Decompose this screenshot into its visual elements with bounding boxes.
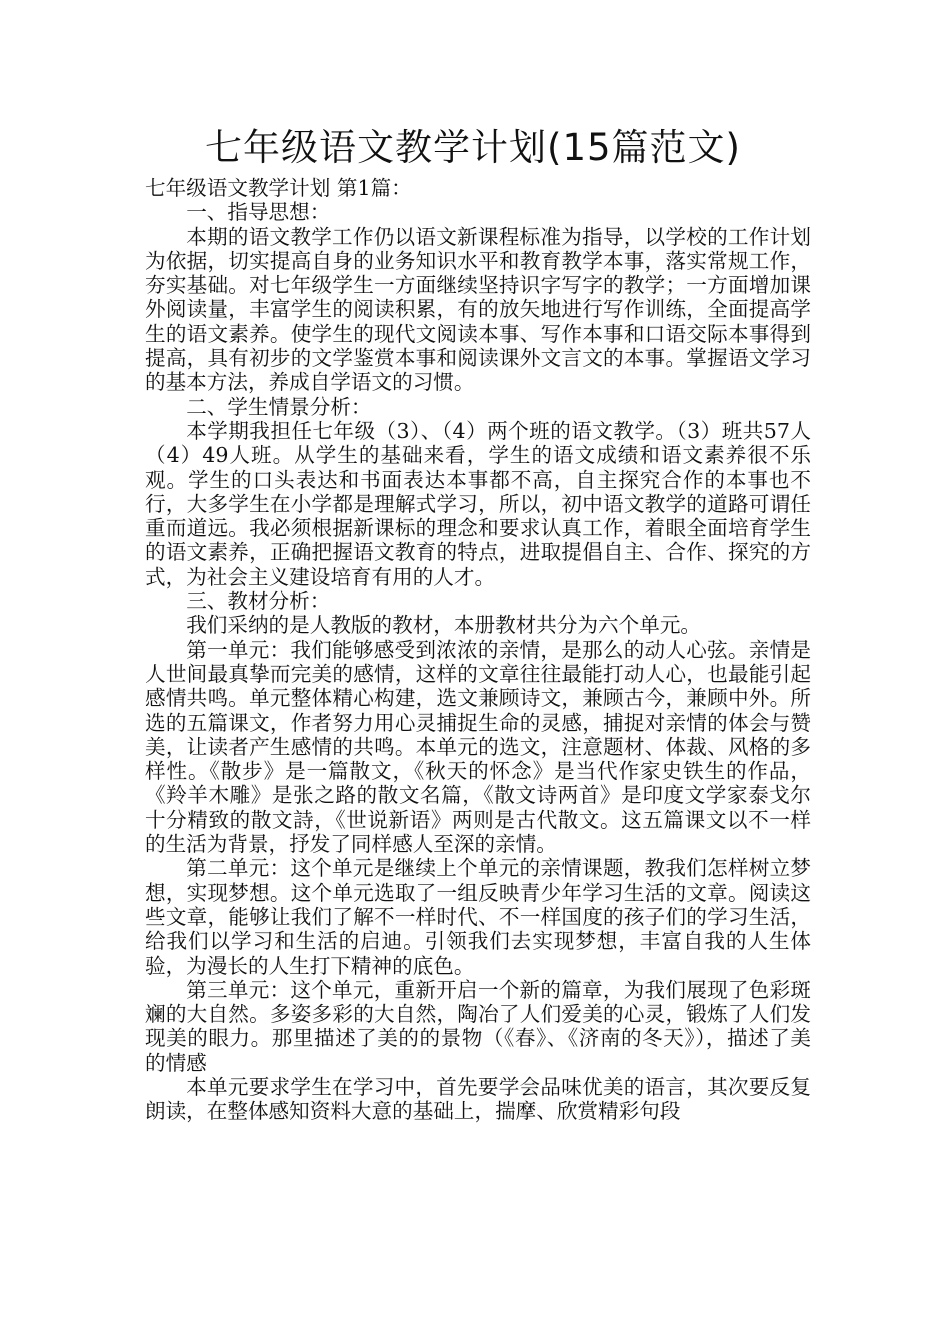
- document-page: [145, 120, 811, 1124]
- paragraph-unit-three: 第三单元：这个单元，重新开启一个新的篇章，为我们展现了色彩斑斓的大自然。多姿多彩的大自然，陶冶了人们爱美的心灵，锻炼了人们发现美的眼力。那里描述了美的的景物（《春》、《济南的冬天》），描述了美的情感: [145, 977, 811, 1075]
- document-subtitle: 七年级语文教学计划 第1篇：: [145, 176, 412, 200]
- document-title: 七年级语文教学计划(15篇范文): [205, 126, 741, 169]
- section-heading-textbook-analysis: 三、教材分析：: [186, 589, 331, 614]
- section-heading-student-analysis: 二、学生情景分析：: [186, 394, 372, 419]
- paragraph-unit-one: 第一单元：我们能够感受到浓浓的亲情，是那么的动人心弦。亲情是人世间最真挚而完美的感情，这样的文章往往最能打动人心，也最能引起感情共鸣。单元整体精心构建，选文兼顾诗文，兼顾古今，兼顾中外。所选的五篇课文，作者努力用心灵捕捉生命的灵感，捕捉对亲情的体会与赞美，让读者产生感情的共鸣。本单元的选文，注意题材、体裁、风格的多样性。《散步》是一篇散文，《秋天的怀念》是当代作家史铁生的作品，《羚羊木雕》是张之路的散文名篇，《散文诗两首》是印度文学家泰戈尔十分精致的散文詩，《世说新语》两则是古代散文。这五篇课文以不一样的生活为背景，抒发了同样感人至深的亲情。: [145, 637, 811, 857]
- section-heading-guiding-thought: 一、指导思想：: [186, 200, 331, 225]
- paragraph-unit-requirements: 本单元要求学生在学习中，首先要学会品味优美的语言，其次要反复朗读，在整体感知资料大意的基础上，揣摩、欣赏精彩句段: [145, 1074, 811, 1124]
- paragraph-unit-two: 第二单元：这个单元是继续上个单元的亲情课题，教我们怎样树立梦想，实现梦想。这个单元选取了一组反映青少年学习生活的文章。阅读这些文章，能够让我们了解不一样时代、不一样国度的孩子们的学习生活，给我们以学习和生活的启迪。引领我们去实现梦想，丰富自我的人生体验，为漫长的人生打下精神的底色。: [145, 856, 811, 978]
- paragraph-textbook-intro: 我们采纳的是人教版的教材，本册教材共分为六个单元。: [186, 613, 702, 638]
- paragraph-student-analysis: 本学期我担任七年级（3）、（4）两个班的语文教学。（3）班共57人（4）49人班。从学生的基础来看，学生的语文成绩和语文素养很不乐观。学生的口头表达和书面表达本事都不高，自主探究合作的本事也不行，大多学生在小学都是理解式学习，所以，初中语文教学的道路可谓任重而道远。我必须根据新课标的理念和要求认真工作，着眼全面培育学生的语文素养，正确把握语文教育的特点，进取提倡自主、合作、探究的方式，为社会主义建设培育有用的人才。: [145, 418, 811, 589]
- paragraph-guiding-thought: 本期的语文教学工作仍以语文新课程标准为指导，以学校的工作计划为依据，切实提高自身的业务知识水平和教育教学本事，落实常规工作，夯实基础。对七年级学生一方面继续坚持识字写字的教学；一方面增加课外阅读量，丰富学生的阅读积累，有的放矢地进行写作训练，全面提高学生的语文素养。使学生的现代文阅读本事、写作本事和口语交际本事得到提高，具有初步的文学鉴赏本事和阅读课外文言文的本事。掌握语文学习的基本方法，养成自学语文的习惯。: [145, 224, 811, 395]
